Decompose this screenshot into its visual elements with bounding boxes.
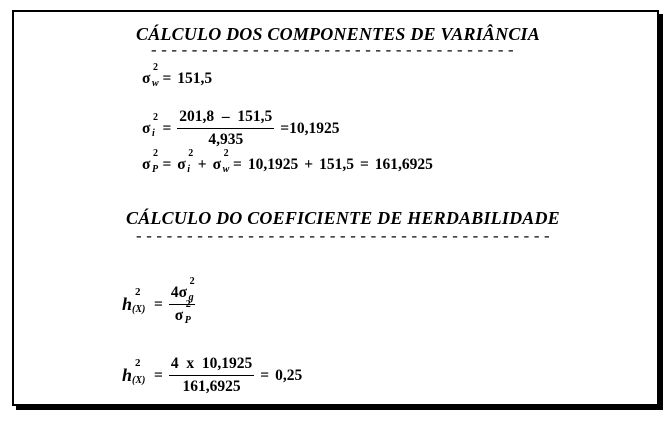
fraction-denominator: 4,935 (208, 131, 244, 148)
equals-sign: = (162, 119, 172, 137)
sigma-i-result: =10,1925 (280, 119, 340, 137)
section-title-heritability: CÁLCULO DO COEFICIENTE DE HERDABILIDADE (126, 208, 560, 228)
equation-heritability-result: h 2 (X) = $\frac{4 x 10,1925}{161,6925}$ = 0,25 (122, 355, 303, 395)
equation-sigma-w (142, 62, 213, 89)
sigma-w-value: 151,5 (319, 156, 354, 173)
heritability-value: 0,25 (275, 366, 303, 384)
fraction-numerator: 201,8 – 151,5 (177, 108, 274, 129)
heritability-result-fraction (169, 355, 254, 396)
sigma-i-value: 10,1925 (247, 156, 299, 173)
sigma-w-value: 151,5 (177, 70, 213, 87)
sigma-p-total: 161,6925 (374, 156, 433, 173)
equation-sigma-i (142, 108, 340, 149)
fraction-numerator: 4 x 10,1925 (169, 355, 254, 376)
section-title-variance: CÁLCULO DOS COMPONENTES DE VARIÂNCIA (136, 24, 540, 44)
equation-heritability-formula: h 2 (X) = 4σ 2 g σ 2 P (122, 276, 195, 326)
h-squared-symbol: h 2 (X) (122, 357, 146, 386)
sigma-i-symbol: σ 2 i (142, 111, 158, 139)
sigma-w-symbol: σ 2 w (142, 62, 159, 89)
sigma-i-fraction (177, 108, 274, 149)
sigma-p-symbol: σ 2 P (142, 148, 159, 175)
document-frame (12, 10, 659, 406)
equation-sigma-p: σ 2 P = σ 2 i + σ 2 w = 10,1925 + 151,5 = 161,6925 (142, 148, 433, 175)
sigma-w-symbol: σ 2 w (212, 148, 230, 175)
fraction-denominator: σ 2 P (174, 299, 191, 326)
equals-sign: = (162, 70, 172, 87)
section-divider-heritability: ----------------------------------------- (134, 228, 553, 246)
fraction-denominator: 161,6925 (182, 378, 241, 395)
section-divider-variance: ------------------------------------ (149, 42, 517, 60)
h-squared-symbol: h 2 (X) (122, 286, 146, 315)
sigma-i-symbol: σ 2 i (177, 148, 194, 175)
heritability-fraction (169, 276, 195, 326)
fraction-numerator: 4σ 2 g (170, 276, 195, 303)
